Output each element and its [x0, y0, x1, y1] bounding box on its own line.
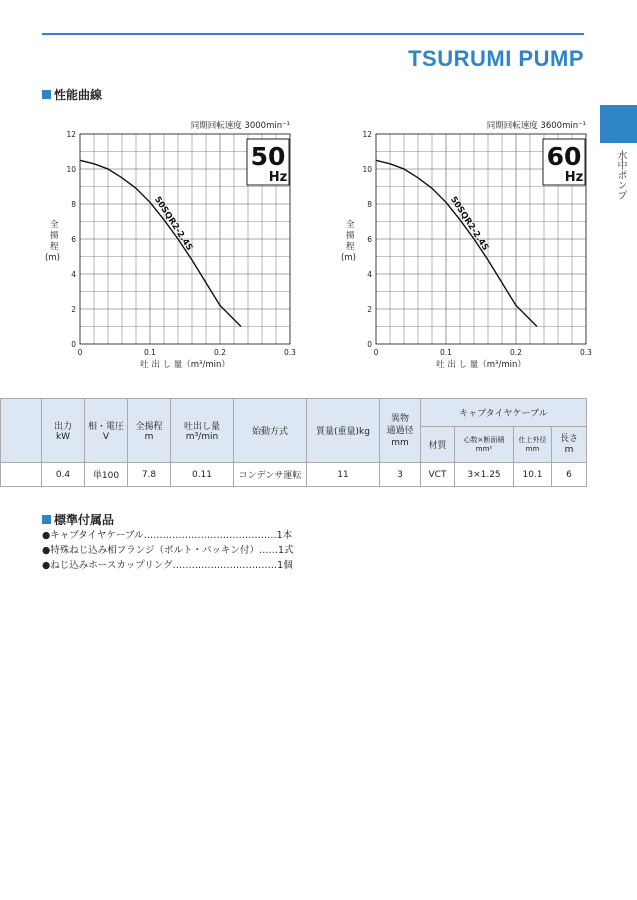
x-axis-label: 吐 出 し 量（m³/min）	[140, 360, 230, 370]
y-tick-label: 0	[71, 340, 76, 349]
cell-output: 0.4	[42, 463, 85, 487]
cell-cable-length: 6	[552, 463, 587, 487]
header-cable-length: 長さ m	[552, 427, 587, 463]
performance-chart-60hz	[336, 115, 606, 375]
hz-value: 60	[546, 142, 582, 171]
cell-phase-voltage: 単100	[85, 463, 128, 487]
brand-logo: TSURUMI PUMP	[408, 46, 584, 71]
y-axis-label: 全揚程(m)	[341, 220, 356, 263]
header-cable-material: 材質	[421, 427, 455, 463]
x-tick-label: 0.3	[284, 348, 296, 357]
y-tick-label: 2	[367, 305, 372, 314]
list-item: ●キャブタイヤケーブル……………………………………1本	[42, 530, 293, 541]
accessories-title-text: 標準付属品	[54, 513, 115, 527]
series-label: 50SQR2-2.4S	[447, 194, 491, 253]
x-tick-label: 0.2	[214, 348, 226, 357]
top-rule	[42, 33, 584, 35]
x-tick-label: 0.1	[144, 348, 156, 357]
header-weight: 質量(重量)kg	[307, 399, 380, 463]
cell-cable-od: 10.1	[514, 463, 552, 487]
section-square-icon	[42, 515, 51, 524]
cell-start-method: コンデンサ運転	[234, 463, 307, 487]
table-row	[1, 463, 587, 487]
y-axis-label: 全揚程(m)	[45, 220, 60, 263]
cell-cable-material: VCT	[421, 463, 455, 487]
x-tick-label: 0.3	[580, 348, 592, 357]
performance-chart-50hz	[40, 115, 310, 375]
hz-value: 50	[250, 142, 286, 171]
header-phase-voltage: 相・電圧 V	[85, 399, 128, 463]
series-label: 50SQR2-2.4S	[151, 194, 195, 253]
y-tick-label: 8	[71, 200, 76, 209]
y-tick-label: 6	[367, 235, 372, 244]
speed-label: 同期回転速度 3600min⁻¹	[486, 121, 586, 131]
x-tick-label: 0.2	[510, 348, 522, 357]
x-tick-label: 0	[77, 348, 83, 357]
x-axis-label: 吐 出 し 量（m³/min）	[436, 360, 526, 370]
y-tick-label: 10	[66, 165, 76, 174]
header-start-method: 始動方式	[234, 399, 307, 463]
y-tick-label: 12	[362, 130, 372, 139]
accessories-section-title	[42, 511, 114, 528]
y-tick-label: 6	[71, 235, 76, 244]
speed-label: 同期回転速度 3000min⁻¹	[190, 121, 290, 131]
accessories-list	[42, 528, 294, 573]
performance-section-title	[42, 86, 102, 103]
cell-total-head: 7.8	[128, 463, 171, 487]
y-tick-label: 4	[367, 270, 372, 279]
series-line	[376, 160, 537, 326]
cell-blank	[1, 463, 42, 487]
spec-header-blank	[1, 399, 42, 463]
header-output: 出力 kW	[42, 399, 85, 463]
x-tick-label: 0.1	[440, 348, 452, 357]
header-cable-cores: 心数×断面積 mm²	[455, 427, 514, 463]
y-tick-label: 8	[367, 200, 372, 209]
x-tick-label: 0	[373, 348, 379, 357]
spec-table	[0, 398, 587, 487]
header-cable-od: 仕上外径 mm	[514, 427, 552, 463]
hz-unit: Hz	[564, 170, 584, 185]
cell-discharge: 0.11	[171, 463, 234, 487]
y-tick-label: 2	[71, 305, 76, 314]
cell-weight: 11	[307, 463, 380, 487]
hz-unit: Hz	[268, 170, 288, 185]
header-total-head: 全揚程 m	[128, 399, 171, 463]
list-item: ●ねじ込みホースカップリング……………………………1個	[42, 560, 293, 571]
y-tick-label: 12	[66, 130, 76, 139]
performance-title-text: 性能曲線	[54, 88, 103, 102]
header-discharge: 吐出し量 m³/min	[171, 399, 234, 463]
section-square-icon	[42, 90, 51, 99]
y-tick-label: 10	[362, 165, 372, 174]
header-cable: キャブタイヤケーブル	[421, 399, 587, 427]
y-tick-label: 4	[71, 270, 76, 279]
y-tick-label: 0	[367, 340, 372, 349]
side-tab-label: 水中ポンプ	[615, 150, 626, 200]
list-item: ●特殊ねじ込み相フランジ（ボルト・パッキン付）……1式	[42, 545, 294, 556]
cell-solids: 3	[380, 463, 421, 487]
header-solids: 異物 通過径 mm	[380, 399, 421, 463]
series-line	[80, 160, 241, 326]
cell-cable-cores: 3×1.25	[455, 463, 514, 487]
